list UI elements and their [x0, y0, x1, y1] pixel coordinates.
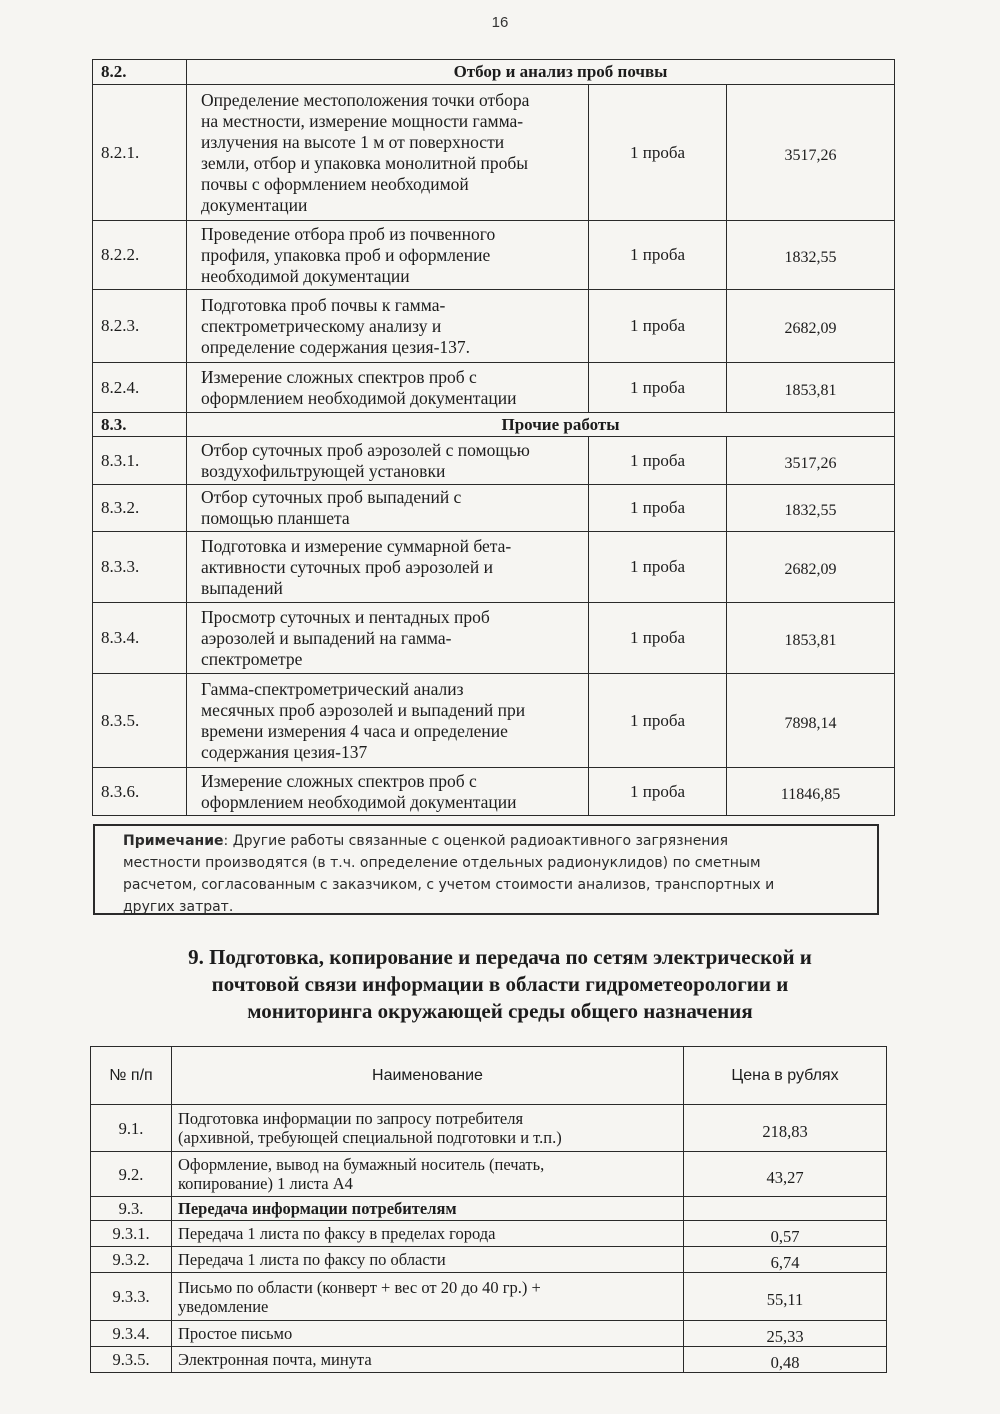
- item-price: [684, 1197, 887, 1221]
- note-line: местности производятся (в т.ч. определение отдельных радионуклидов) по сметным: [123, 855, 761, 871]
- item-number: 8.2.4.: [93, 363, 187, 413]
- item-description: Оформление, вывод на бумажный носитель (печать, копирование) 1 листа А4: [172, 1152, 684, 1197]
- item-number: 9.1.: [91, 1105, 172, 1152]
- item-unit: 1 проба: [589, 603, 727, 674]
- item-price: 1853,81: [727, 603, 895, 674]
- item-number: 8.2.1.: [93, 85, 187, 221]
- item-number: 8.3.4.: [93, 603, 187, 674]
- item-description: Письмо по области (конверт + вес от 20 до 40 гр.) + уведомление: [172, 1273, 684, 1321]
- page-number: 16: [491, 14, 509, 31]
- note-box: [93, 824, 879, 915]
- item-price: 3517,26: [727, 85, 895, 221]
- item-number: 8.2.3.: [93, 290, 187, 363]
- table-row: [93, 363, 895, 413]
- note-label: Примечание: [123, 833, 224, 849]
- table-header-row: [91, 1047, 887, 1105]
- item-price: 1853,81: [727, 363, 895, 413]
- item-price: 2682,09: [727, 290, 895, 363]
- table-row: [91, 1197, 887, 1221]
- table-row: [91, 1347, 887, 1373]
- item-number: 9.3.: [91, 1197, 172, 1221]
- item-description: Простое письмо: [172, 1321, 684, 1347]
- item-price: 3517,26: [727, 437, 895, 485]
- section-number: 8.3.: [93, 413, 187, 437]
- table-row: [91, 1321, 887, 1347]
- item-unit: 1 проба: [589, 290, 727, 363]
- item-description: Передача информации потребителям: [172, 1197, 684, 1221]
- item-number: 9.3.2.: [91, 1247, 172, 1273]
- item-number: 9.3.4.: [91, 1321, 172, 1347]
- item-number: 8.2.2.: [93, 221, 187, 290]
- item-description: Передача 1 листа по факсу по области: [172, 1247, 684, 1273]
- table-row: [91, 1152, 887, 1197]
- section-9-heading: 9. Подготовка, копирование и передача по сетям электрической и почтовой связи информации в области гидрометеорологии и мониторинга окружающей среды общего назначения: [188, 945, 812, 1023]
- table-row: [91, 1105, 887, 1152]
- item-price: 6,74: [684, 1247, 887, 1273]
- table-row: [93, 674, 895, 768]
- item-price: 1832,55: [727, 485, 895, 532]
- item-description: Определение местоположения точки отбора на местности, измерение мощности гамма- излучения на высоте 1 м от поверхности земли, отбор и упаковка монолитной пробы почвы с оформлением необходимой документации: [187, 85, 589, 221]
- item-price: 43,27: [684, 1152, 887, 1197]
- item-description: Подготовка проб почвы к гамма- спектрометрическому анализу и определение содержания цезия-137.: [187, 290, 589, 363]
- table-row: [93, 437, 895, 485]
- item-unit: 1 проба: [589, 768, 727, 816]
- item-price: 2682,09: [727, 532, 895, 603]
- item-description: Просмотр суточных и пентадных проб аэрозолей и выпадений на гамма- спектрометре: [187, 603, 589, 674]
- table-row: [91, 1221, 887, 1247]
- item-number: 8.3.1.: [93, 437, 187, 485]
- table-row: [93, 221, 895, 290]
- item-description: Подготовка и измерение суммарной бета- активности суточных проб аэрозолей и выпадений: [187, 532, 589, 603]
- item-description: Измерение сложных спектров проб с оформлением необходимой документации: [187, 768, 589, 816]
- item-price: 25,33: [684, 1321, 887, 1347]
- item-price: 0,57: [684, 1221, 887, 1247]
- item-number: 9.3.5.: [91, 1347, 172, 1373]
- item-number: 8.3.6.: [93, 768, 187, 816]
- section-number: 8.2.: [93, 60, 187, 85]
- item-description: Подготовка информации по запросу потребителя (архивной, требующей специальной подготовки и т.п.): [172, 1105, 684, 1152]
- item-description: Гамма-спектрометрический анализ месячных проб аэрозолей и выпадений при времени измерения 4 часа и определение содержания цезия-137: [187, 674, 589, 768]
- note-line: расчетом, согласованным с заказчиком, с учетом стоимости анализов, транспортных и: [123, 877, 775, 893]
- item-number: 8.3.3.: [93, 532, 187, 603]
- section-header-row: [93, 60, 895, 85]
- item-unit: 1 проба: [589, 221, 727, 290]
- item-price: 1832,55: [727, 221, 895, 290]
- price-table-section-8: [92, 59, 895, 816]
- item-number: 9.3.3.: [91, 1273, 172, 1321]
- item-description: Отбор суточных проб аэрозолей с помощью воздухофильтрующей установки: [187, 437, 589, 485]
- item-description: Электронная почта, минута: [172, 1347, 684, 1373]
- item-number: 9.3.1.: [91, 1221, 172, 1247]
- item-number: 8.3.2.: [93, 485, 187, 532]
- column-header-name: Наименование: [172, 1047, 684, 1105]
- table-row: [91, 1273, 887, 1321]
- item-unit: 1 проба: [589, 437, 727, 485]
- item-price: 7898,14: [727, 674, 895, 768]
- column-header-number: № п/п: [91, 1047, 172, 1105]
- section-header-row: [93, 413, 895, 437]
- item-number: 9.2.: [91, 1152, 172, 1197]
- table-row: [93, 85, 895, 221]
- section-title: Отбор и анализ проб почвы: [187, 60, 895, 85]
- item-price: 218,83: [684, 1105, 887, 1152]
- table-row: [93, 485, 895, 532]
- table-row: [91, 1247, 887, 1273]
- item-unit: 1 проба: [589, 674, 727, 768]
- item-price: 0,48: [684, 1347, 887, 1373]
- item-number: 8.3.5.: [93, 674, 187, 768]
- note-line: Примечание: Другие работы связанные с оценкой радиоактивного загрязнения: [123, 833, 729, 849]
- item-price: 55,11: [684, 1273, 887, 1321]
- item-unit: 1 проба: [589, 532, 727, 603]
- table-row: [93, 532, 895, 603]
- item-unit: 1 проба: [589, 485, 727, 532]
- item-unit: 1 проба: [589, 363, 727, 413]
- item-description: Измерение сложных спектров проб с оформлением необходимой документации: [187, 363, 589, 413]
- table-row: [93, 768, 895, 816]
- item-price: 11846,85: [727, 768, 895, 816]
- section-title: Прочие работы: [187, 413, 895, 437]
- column-header-price: Цена в рублях: [684, 1047, 887, 1105]
- table-row: [93, 290, 895, 363]
- item-description: Проведение отбора проб из почвенного профиля, упаковка проб и оформление необходимой документации: [187, 221, 589, 290]
- price-table-section-9: [90, 1046, 887, 1373]
- table-row: [93, 603, 895, 674]
- item-unit: 1 проба: [589, 85, 727, 221]
- item-description: Передача 1 листа по факсу в пределах города: [172, 1221, 684, 1247]
- item-description: Отбор суточных проб выпадений с помощью планшета: [187, 485, 589, 532]
- note-line: других затрат.: [123, 899, 234, 915]
